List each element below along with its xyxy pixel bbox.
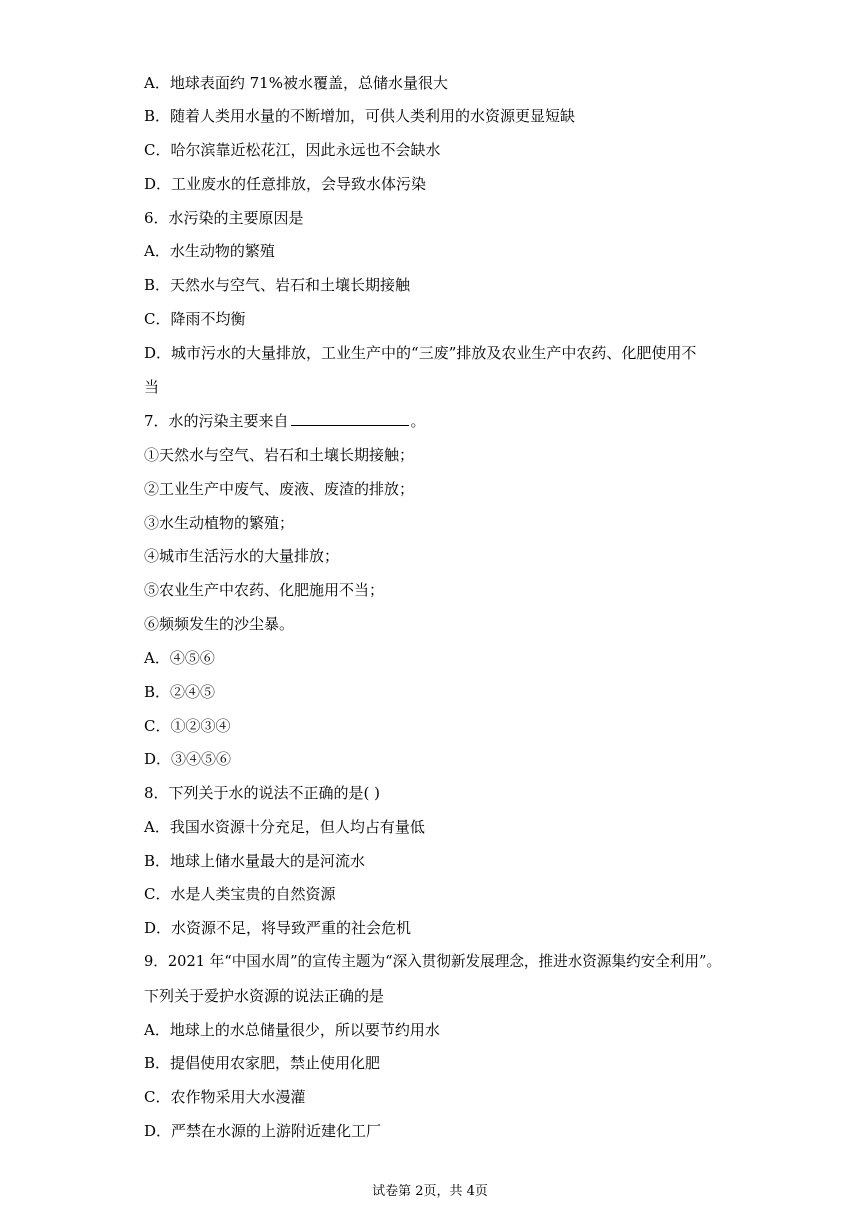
q7-option-a: A．④⑤⑥ [144,649,215,667]
q8-option-d: D．水资源不足，将导致严重的社会危机 [144,919,412,937]
q5-option-a: A．地球表面约 71%被水覆盖，总储水量很大 [144,74,448,92]
q7-option-c: C．①②③④ [144,717,231,735]
q9-option-a: A．地球上的水总储量很少，所以要节约用水 [144,1021,440,1039]
q7-stem-suffix: 。 [410,412,426,430]
q7-option-d: D．③④⑤⑥ [144,750,232,768]
q7-option-b: B．②④⑤ [144,683,216,701]
q9-option-c: C．农作物采用大水漫灌 [144,1088,306,1106]
q5-option-b: B．随着人类用水量的不断增加，可供人类利用的水资源更显短缺 [144,107,576,125]
q7-item-2: ②工业生产中废气、废液、废渣的排放； [144,480,415,498]
q8-option-c: C．水是人类宝贵的自然资源 [144,885,336,903]
q5-option-c: C．哈尔滨靠近松花江，因此永远也不会缺水 [144,141,441,159]
q8-option-a: A．我国水资源十分充足，但人均占有量低 [144,818,425,836]
q8-stem: 8．下列关于水的说法不正确的是( ) [144,784,381,802]
q8-option-b: B．地球上储水量最大的是河流水 [144,852,366,870]
q7-stem [144,411,426,431]
q7-item-4: ④城市生活污水的大量排放； [144,547,340,565]
q6-option-c: C．降雨不均衡 [144,310,246,328]
q5-option-d: D．工业废水的任意排放，会导致水体污染 [144,175,427,193]
q6-option-d-line1: D．城市污水的大量排放，工业生产中的“三废”排放及农业生产中农药、化肥使用不 [144,344,697,362]
q9-stem-line1: 9．2021 年“中国水周”的宣传主题为“深入贯彻新发展理念，推进水资源集约安全利用”。 [144,953,722,970]
q7-item-6: ⑥频频发生的沙尘暴。 [144,615,295,633]
q9-option-d: D．严禁在水源的上游附近建化工厂 [144,1122,382,1140]
page-footer: 试卷第 2页，共 4页 [372,1184,488,1199]
q7-item-5: ⑤农业生产中农药、化肥施用不当； [144,581,385,599]
q9-stem-line2: 下列关于爱护水资源的说法正确的是 [144,987,385,1005]
q9-option-b: B．提倡使用农家肥，禁止使用化肥 [144,1054,381,1072]
q6-option-d-line2: 当 [144,378,160,396]
q6-option-b: B．天然水与空气、岩石和土壤长期接触 [144,276,411,294]
q7-item-3: ③水生动植物的繁殖； [144,514,295,532]
q6-stem: 6．水污染的主要原因是 [144,209,304,227]
q6-option-a: A．水生动物的繁殖 [144,242,275,260]
q7-stem-prefix: 7．水的污染主要来自 [144,412,289,430]
answer-blank[interactable] [291,411,409,426]
q7-item-1: ①天然水与空气、岩石和土壤长期接触； [144,446,415,464]
